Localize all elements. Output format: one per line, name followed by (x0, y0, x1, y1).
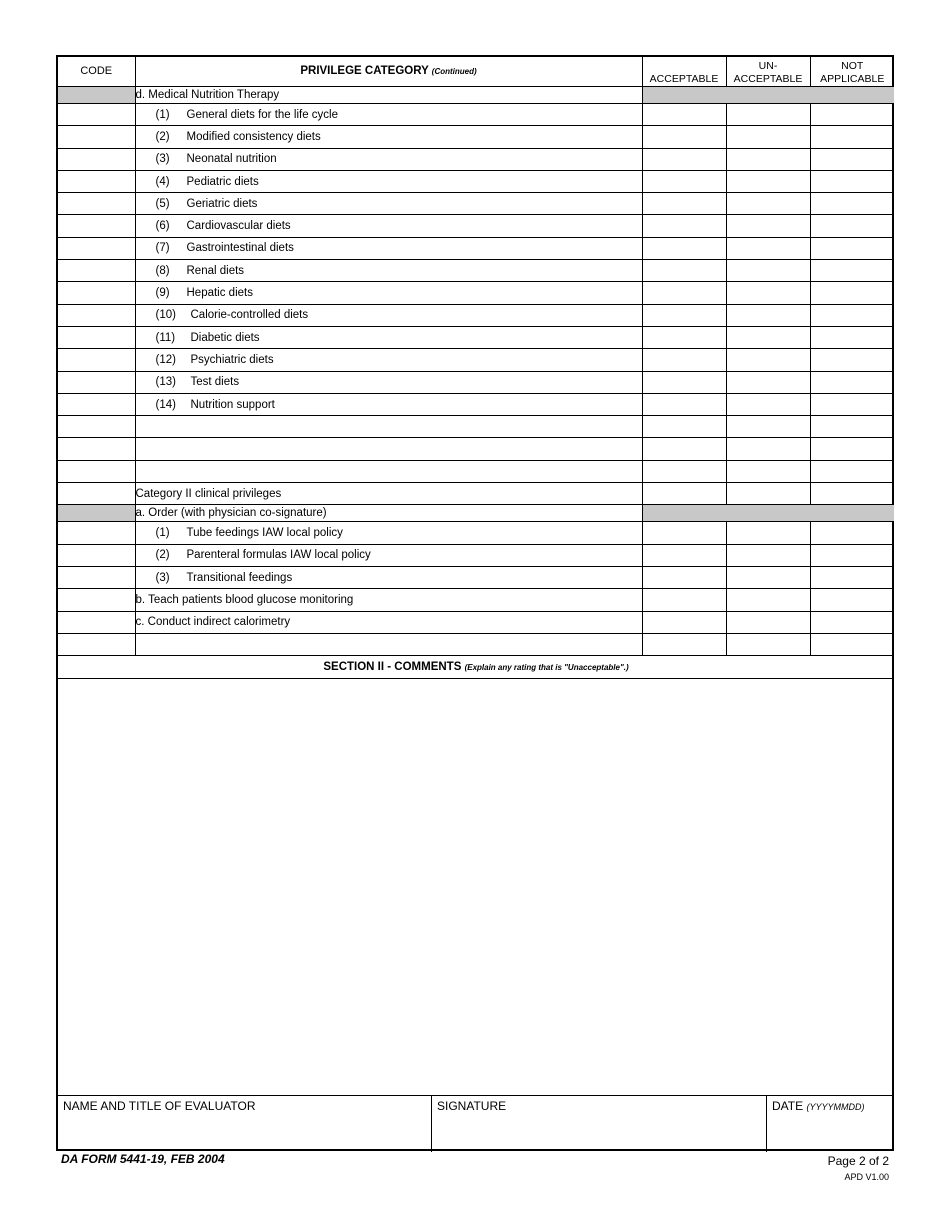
not-applicable-cell[interactable] (810, 633, 894, 655)
code-cell[interactable] (58, 148, 135, 170)
unacceptable-cell[interactable] (726, 237, 810, 259)
unacceptable-cell[interactable] (726, 589, 810, 611)
version-label: APD V1.00 (844, 1172, 889, 1182)
acceptable-cell[interactable] (642, 237, 726, 259)
unacceptable-cell[interactable] (726, 371, 810, 393)
code-cell[interactable] (58, 215, 135, 237)
privilege-label (135, 215, 642, 237)
item-number: (7) (155, 242, 170, 255)
code-cell[interactable] (58, 326, 135, 348)
not-applicable-header: NOT APPLICABLE (810, 57, 894, 87)
item-text: Pediatric diets (186, 175, 259, 188)
unacceptable-cell[interactable] (726, 304, 810, 326)
acceptable-cell[interactable] (642, 215, 726, 237)
item-number: (13) (155, 376, 176, 389)
acceptable-cell[interactable] (642, 304, 726, 326)
table-row (58, 371, 894, 393)
category-header: PRIVILEGE CATEGORY (Continued) (135, 57, 642, 87)
privilege-label (135, 349, 642, 371)
acceptable-cell[interactable] (642, 170, 726, 192)
unacceptable-cell[interactable] (726, 215, 810, 237)
unacceptable-cell[interactable] (726, 566, 810, 588)
acceptable-cell[interactable] (642, 589, 726, 611)
acceptable-cell[interactable] (642, 544, 726, 566)
item-number: (2) (155, 549, 170, 562)
table-row (58, 126, 894, 148)
unacceptable-cell[interactable] (726, 438, 810, 460)
item-c-row (58, 611, 894, 633)
not-applicable-cell[interactable] (810, 566, 894, 588)
item-b-row (58, 589, 894, 611)
item-text: Parenteral formulas IAW local policy (186, 549, 371, 562)
not-applicable-cell[interactable] (810, 460, 894, 482)
privilege-label (135, 170, 642, 192)
acceptable-cell[interactable] (642, 460, 726, 482)
table-row (58, 282, 894, 304)
item-text: Gastrointestinal diets (186, 242, 294, 255)
item-text: Renal diets (186, 264, 245, 277)
not-applicable-cell[interactable] (810, 611, 894, 633)
acceptable-cell[interactable] (642, 371, 726, 393)
date-field[interactable] (767, 1096, 894, 1152)
code-cell[interactable] (58, 126, 135, 148)
item-text: Geriatric diets (186, 197, 258, 210)
not-applicable-cell[interactable] (810, 215, 894, 237)
table-row (58, 544, 894, 566)
code-cell[interactable] (58, 237, 135, 259)
code-cell[interactable] (58, 170, 135, 192)
privilege-label (135, 566, 642, 588)
item-text: Neonatal nutrition (186, 153, 277, 166)
table-header (58, 57, 894, 87)
unacceptable-cell[interactable] (726, 349, 810, 371)
category2-title: Category II clinical privileges (135, 483, 642, 505)
acceptable-cell[interactable] (642, 148, 726, 170)
not-applicable-cell[interactable] (810, 104, 894, 126)
table-row (58, 260, 894, 282)
item-number: (4) (155, 175, 170, 188)
item-text: Transitional feedings (186, 571, 293, 584)
privilege-label (135, 304, 642, 326)
section-d-row (58, 87, 894, 104)
code-cell[interactable] (58, 193, 135, 215)
unacceptable-cell[interactable] (726, 460, 810, 482)
code-cell[interactable] (58, 589, 135, 611)
blank-row (58, 416, 894, 438)
code-cell[interactable] (58, 416, 135, 438)
code-cell[interactable] (58, 438, 135, 460)
code-cell[interactable] (58, 371, 135, 393)
acceptable-cell[interactable] (642, 416, 726, 438)
section2-header: SECTION II - COMMENTS (Explain any rating that is "Unacceptable".) (58, 656, 894, 679)
not-applicable-cell[interactable] (810, 522, 894, 544)
acceptable-cell[interactable] (642, 349, 726, 371)
not-applicable-cell[interactable] (810, 349, 894, 371)
evaluator-field[interactable] (58, 1096, 432, 1152)
item-number: (6) (155, 220, 170, 233)
privilege-label (135, 282, 642, 304)
privilege-label (135, 260, 642, 282)
table-row (58, 148, 894, 170)
privilege-label (135, 393, 642, 415)
acceptable-cell[interactable] (642, 633, 726, 655)
table-row (58, 304, 894, 326)
unacceptable-cell[interactable] (726, 126, 810, 148)
not-applicable-cell[interactable] (810, 170, 894, 192)
unacceptable-cell[interactable] (726, 522, 810, 544)
acceptable-cell[interactable] (642, 566, 726, 588)
item-text: Diabetic diets (190, 331, 260, 344)
item-number: (14) (155, 398, 176, 411)
privilege-label (135, 522, 642, 544)
category2-row (58, 483, 894, 505)
acceptable-cell[interactable] (642, 326, 726, 348)
item-number: (3) (155, 571, 170, 584)
item-number: (1) (155, 526, 170, 539)
code-cell[interactable] (58, 304, 135, 326)
not-applicable-cell[interactable] (810, 371, 894, 393)
privilege-label (135, 544, 642, 566)
item-text: Tube feedings IAW local policy (186, 526, 343, 539)
acceptable-cell[interactable] (642, 438, 726, 460)
not-applicable-cell[interactable] (810, 483, 894, 505)
item-number: (1) (155, 108, 170, 121)
item-c-label: c. Conduct indirect calorimetry (135, 611, 642, 633)
unacceptable-cell[interactable] (726, 393, 810, 415)
code-cell[interactable] (58, 104, 135, 126)
privilege-label (135, 126, 642, 148)
item-number: (11) (155, 331, 176, 344)
code-cell[interactable] (58, 566, 135, 588)
section-d-title: d. Medical Nutrition Therapy (135, 87, 642, 104)
signature-field[interactable] (432, 1096, 767, 1152)
item-number: (5) (155, 197, 170, 210)
privilege-label (135, 371, 642, 393)
table-row (58, 522, 894, 544)
not-applicable-cell[interactable] (810, 237, 894, 259)
acceptable-cell[interactable] (642, 126, 726, 148)
not-applicable-cell[interactable] (810, 416, 894, 438)
table-row (58, 215, 894, 237)
date-label: DATE (772, 1099, 804, 1113)
privilege-label (135, 193, 642, 215)
item-number: (12) (155, 353, 176, 366)
blank-row (58, 633, 894, 655)
acceptable-cell[interactable] (642, 483, 726, 505)
not-applicable-cell[interactable] (810, 438, 894, 460)
code-cell[interactable] (58, 522, 135, 544)
unacceptable-header: UN- ACCEPTABLE (726, 57, 810, 87)
unacceptable-cell[interactable] (726, 282, 810, 304)
acceptable-cell[interactable] (642, 393, 726, 415)
unacceptable-cell[interactable] (726, 170, 810, 192)
comments-field[interactable] (58, 679, 894, 1095)
item-text: Psychiatric diets (190, 353, 274, 366)
unacceptable-cell[interactable] (726, 633, 810, 655)
item-number: (3) (155, 153, 170, 166)
acceptable-header: ACCEPTABLE (642, 57, 726, 87)
unacceptable-cell[interactable] (726, 416, 810, 438)
blank-row (58, 460, 894, 482)
not-applicable-cell[interactable] (810, 260, 894, 282)
code-cell[interactable] (58, 393, 135, 415)
acceptable-cell[interactable] (642, 611, 726, 633)
unacceptable-cell[interactable] (726, 104, 810, 126)
code-header: CODE (58, 57, 135, 87)
item-number: (2) (155, 130, 170, 143)
code-cell[interactable] (58, 460, 135, 482)
not-applicable-cell[interactable] (810, 193, 894, 215)
item-text: General diets for the life cycle (186, 108, 338, 121)
acceptable-cell[interactable] (642, 282, 726, 304)
not-applicable-cell[interactable] (810, 393, 894, 415)
not-applicable-cell[interactable] (810, 304, 894, 326)
item-text: Test diets (190, 376, 240, 389)
table-row (58, 393, 894, 415)
table-row (58, 326, 894, 348)
unacceptable-cell[interactable] (726, 193, 810, 215)
evaluator-label: NAME AND TITLE OF EVALUATOR (63, 1099, 256, 1113)
order-title: a. Order (with physician co-signature) (135, 505, 642, 522)
privilege-label (135, 148, 642, 170)
not-applicable-cell[interactable] (810, 148, 894, 170)
signature-label: SIGNATURE (437, 1099, 507, 1113)
table-row (58, 349, 894, 371)
code-cell[interactable] (58, 349, 135, 371)
table-row (58, 170, 894, 192)
code-cell[interactable] (58, 282, 135, 304)
order-row (58, 505, 894, 522)
unacceptable-cell[interactable] (726, 326, 810, 348)
code-cell[interactable] (58, 544, 135, 566)
table-row (58, 104, 894, 126)
item-text: Hepatic diets (186, 287, 253, 300)
unacceptable-cell[interactable] (726, 544, 810, 566)
privilege-label (135, 326, 642, 348)
table-row (58, 237, 894, 259)
not-applicable-cell[interactable] (810, 326, 894, 348)
unacceptable-cell[interactable] (726, 483, 810, 505)
privilege-form (56, 55, 894, 1151)
date-format: (YYYYMMDD) (806, 1102, 865, 1112)
item-text: Calorie-controlled diets (190, 309, 309, 322)
unacceptable-cell[interactable] (726, 611, 810, 633)
blank-row (58, 438, 894, 460)
privilege-table (58, 57, 894, 656)
item-text: Cardiovascular diets (186, 220, 291, 233)
form-id: DA FORM 5441-19, FEB 2004 (61, 1152, 225, 1166)
not-applicable-cell[interactable] (810, 589, 894, 611)
code-cell[interactable] (58, 260, 135, 282)
acceptable-cell[interactable] (642, 104, 726, 126)
item-number: (8) (155, 264, 170, 277)
acceptable-cell[interactable] (642, 193, 726, 215)
item-text: Modified consistency diets (186, 130, 321, 143)
page-number: Page 2 of 2 (827, 1154, 889, 1168)
code-cell[interactable] (58, 483, 135, 505)
unacceptable-cell[interactable] (726, 260, 810, 282)
table-row (58, 566, 894, 588)
not-applicable-cell[interactable] (810, 544, 894, 566)
item-text: Nutrition support (190, 398, 275, 411)
item-b-label: b. Teach patients blood glucose monitoring (135, 589, 642, 611)
privilege-label (135, 104, 642, 126)
code-cell[interactable] (58, 611, 135, 633)
table-row (58, 193, 894, 215)
code-cell[interactable] (58, 633, 135, 655)
not-applicable-cell[interactable] (810, 282, 894, 304)
privilege-label (135, 237, 642, 259)
item-number: (9) (155, 287, 170, 300)
item-number: (10) (155, 309, 176, 322)
not-applicable-cell[interactable] (810, 126, 894, 148)
acceptable-cell[interactable] (642, 522, 726, 544)
acceptable-cell[interactable] (642, 260, 726, 282)
unacceptable-cell[interactable] (726, 148, 810, 170)
footer (58, 1095, 894, 1152)
